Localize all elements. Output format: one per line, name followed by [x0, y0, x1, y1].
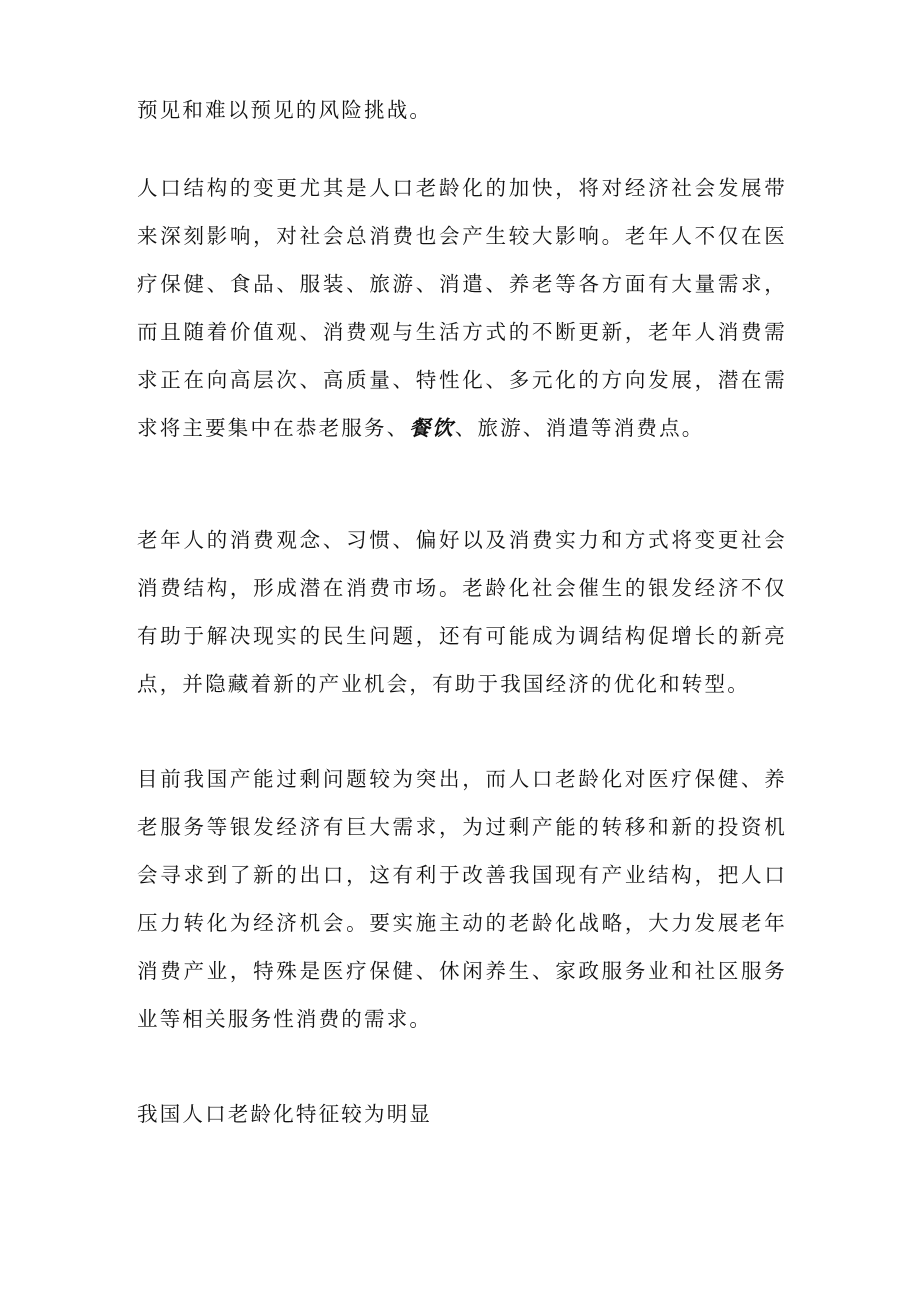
paragraph-text-after-emphasis: 、旅游、消遣等消费点。 [454, 416, 705, 440]
paragraph-consumption-market: 老年人的消费观念、习惯、偏好以及消费实力和方式将变更社会消费结构，形成潜在消费市场。老龄化社会催生的银发经济不仅有助于解决现实的民生问题，还有可能成为调结构促增长的新亮点，并隐藏着新的产业机会，有助于我国经济的优化和转型。 [137, 528, 787, 696]
paragraph-risk-continuation: 预见和难以预见的风险挑战。 [137, 98, 433, 122]
paragraph-population-structure [137, 164, 787, 452]
emphasized-word: 餐饮 [409, 416, 455, 440]
section-heading-aging-features: 我国人口老龄化特征较为明显 [137, 1102, 433, 1126]
paragraph-silver-economy: 目前我国产能过剩问题较为突出，而人口老龄化对医疗保健、养老服务等银发经济有巨大需求，为过剩产能的转移和新的投资机会寻求到了新的出口，这有利于改善我国现有产业结构，把人口压力转化为经济机会。要实施主动的老龄化战略，大力发展老年消费产业，特殊是医疗保健、休闲养生、家政服务业和社区服务业等相关服务性消费的需求。 [137, 767, 787, 1031]
paragraph-text-before-emphasis: 人口结构的变更尤其是人口老龄化的加快，将对经济社会发展带来深刻影响，对社会总消费也会产生较大影响。老年人不仅在医疗保健、食品、服装、旅游、消遣、养老等各方面有大量需求，而且随着价值观、消费观与生活方式的不断更新，老年人消费需求正在向高层次、高质量、特性化、多元化的方向发展，潜在需求将主要集中在恭老服务、 [137, 176, 787, 440]
